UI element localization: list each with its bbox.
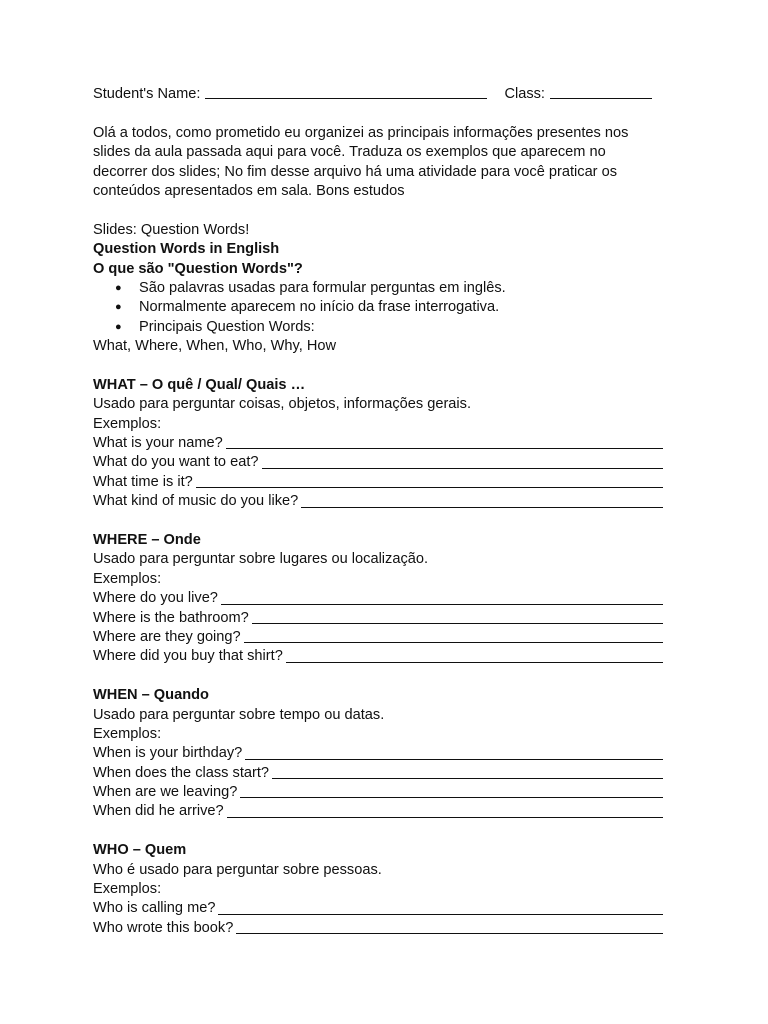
answer-blank [240, 783, 663, 798]
document-title: Question Words in English [93, 241, 280, 258]
section-heading-where: WHERE – Onde [93, 531, 201, 548]
example-row: What time is it? [93, 473, 663, 492]
answer-blank [226, 434, 663, 449]
intro-line: slides da aula passada aqui para você. Traduza os exemplos que aparecem no [93, 144, 606, 161]
examples-label: Exemplos: [93, 881, 162, 898]
answer-blank [236, 919, 663, 934]
example-row: Where do you live? [93, 589, 663, 608]
header-row [93, 85, 768, 104]
bullet-icon: ● [115, 281, 122, 294]
section-heading-who: WHO – Quem [93, 842, 187, 859]
question-words-list: What, Where, When, Who, Why, How [93, 338, 337, 355]
section-heading-what: WHAT – O quê / Qual/ Quais … [93, 376, 306, 393]
section-heading-when: WHEN – Quando [93, 687, 209, 704]
answer-blank [196, 473, 663, 488]
slides-line: Slides: Question Words! [93, 221, 250, 238]
intro-line: conteúdos apresentados em sala. Bons estudos [93, 182, 405, 199]
example-row: What kind of music do you like? [93, 492, 663, 511]
answer-blank [301, 492, 663, 507]
bullet-item: ● Normalmente aparecem no início da frase interrogativa. [115, 298, 768, 317]
examples-label: Exemplos: [93, 415, 162, 432]
answer-blank [272, 764, 663, 779]
student-name-blank [205, 85, 487, 99]
bullet-item: ● São palavras usadas para formular perguntas em inglês. [115, 279, 768, 298]
example-row: Where are they going? [93, 628, 663, 647]
document-subtitle: O que são "Question Words"? [93, 260, 303, 277]
example-row: Who is calling me? [93, 899, 663, 918]
example-row: When are we leaving? [93, 783, 663, 802]
example-row: When is your birthday? [93, 744, 663, 763]
student-name-label: Student's Name: [93, 86, 201, 102]
answer-blank [252, 609, 663, 624]
examples-label: Exemplos: [93, 570, 162, 587]
answer-blank [244, 628, 663, 643]
example-row: When does the class start? [93, 764, 663, 783]
answer-blank [262, 453, 664, 468]
bullet-icon: ● [115, 320, 122, 333]
example-row: What is your name? [93, 434, 663, 453]
example-row: Who wrote this book? [93, 919, 663, 938]
example-row: What do you want to eat? [93, 453, 663, 472]
intro-line: Olá a todos, como prometido eu organizei as principais informações presentes nos [93, 124, 629, 141]
bullet-list [93, 279, 768, 337]
example-row: Where did you buy that shirt? [93, 647, 663, 666]
intro-line: decorrer dos slides; No fim desse arquivo há uma atividade para você praticar os [93, 163, 618, 180]
section-description: Usado para perguntar sobre tempo ou datas. [93, 706, 385, 723]
answer-blank [218, 899, 663, 914]
answer-blank [227, 802, 663, 817]
example-row: When did he arrive? [93, 802, 663, 821]
example-row: Where is the bathroom? [93, 609, 663, 628]
bullet-item: ● Principais Question Words: [115, 318, 768, 337]
answer-blank [286, 647, 663, 662]
answer-blank [245, 744, 663, 759]
class-label: Class: [504, 86, 545, 102]
examples-label: Exemplos: [93, 725, 162, 742]
section-description: Usado para perguntar coisas, objetos, informações gerais. [93, 396, 472, 413]
section-description: Usado para perguntar sobre lugares ou localização. [93, 551, 429, 568]
answer-blank [221, 589, 663, 604]
section-description: Who é usado para perguntar sobre pessoas. [93, 861, 382, 878]
bullet-icon: ● [115, 301, 122, 314]
class-blank [550, 85, 652, 99]
